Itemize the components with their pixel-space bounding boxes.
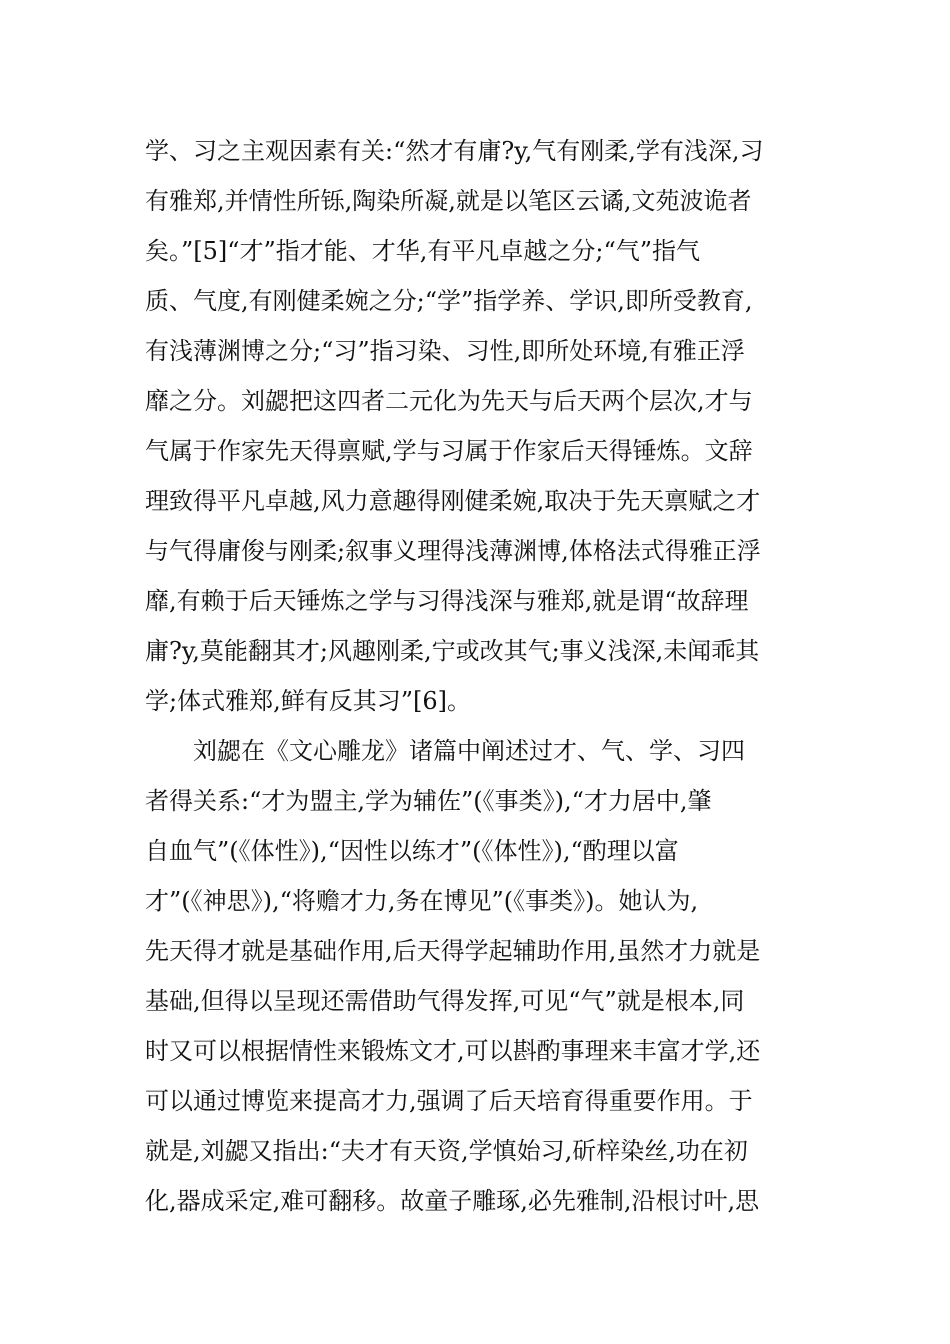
text-line: 自血气”(《体性》),“因性以练才”(《体性》),“酌理以富 bbox=[145, 837, 679, 865]
text-line: 者得关系:“才为盟主,学为辅佐”(《事类》),“才力居中,肇 bbox=[145, 787, 712, 815]
text-line: 时又可以根据情性来锻炼文才,可以斟酌事理来丰富才学,还 bbox=[145, 1037, 761, 1065]
text-line: 理致得平凡卓越,风力意趣得刚健柔婉,取决于先天禀赋之才 bbox=[145, 487, 761, 515]
text-line: 庸?y,莫能翻其才;风趣刚柔,宁或改其气;事义浅深,未闻乖其 bbox=[145, 637, 760, 665]
text-line: 可以通过博览来提高才力,强调了后天培育得重要作用。于 bbox=[145, 1087, 753, 1115]
text-line: 有浅薄渊博之分;“习”指习染、习性,即所处环境,有雅正浮 bbox=[145, 337, 745, 365]
text-line: 学;体式雅郑,鲜有反其习”[6]。 bbox=[145, 687, 471, 715]
text-line: 基础,但得以呈现还需借助气得发挥,可见“气”就是根本,同 bbox=[145, 987, 745, 1015]
text-line: 先天得才就是基础作用,后天得学起辅助作用,虽然才力就是 bbox=[145, 937, 761, 965]
text-line: 矣。”[5]“才”指才能、才华,有平凡卓越之分;“气”指气 bbox=[145, 237, 701, 265]
text-line: 靡,有赖于后天锤炼之学与习得浅深与雅郑,就是谓“故辞理 bbox=[145, 587, 749, 615]
text-line: 与气得庸俊与刚柔;叙事义理得浅薄渊博,体格法式得雅正浮 bbox=[145, 537, 761, 565]
text-line: 化,器成采定,难可翻移。故童子雕琢,必先雅制,沿根讨叶,思 bbox=[145, 1187, 760, 1215]
text-line: 靡之分。刘勰把这四者二元化为先天与后天两个层次,才与 bbox=[145, 387, 753, 415]
text-line: 刘勰在《文心雕龙》诸篇中阐述过才、气、学、习四 bbox=[193, 737, 745, 765]
paragraph bbox=[145, 726, 815, 1226]
text-line: 就是,刘勰又指出:“夫才有天资,学慎始习,斫梓染丝,功在初 bbox=[145, 1137, 748, 1165]
text-line: 学、习之主观因素有关:“然才有庸?y,气有刚柔,学有浅深,习 bbox=[145, 137, 764, 165]
body-text bbox=[145, 126, 815, 1226]
text-line: 气属于作家先天得禀赋,学与习属于作家后天得锤炼。文辞 bbox=[145, 437, 753, 465]
text-line: 才”(《神思》),“将赡才力,务在博见”(《事类》)。她认为, bbox=[145, 887, 699, 915]
paragraph bbox=[145, 126, 815, 726]
text-line: 有雅郑,并情性所铄,陶染所凝,就是以笔区云谲,文苑波诡者 bbox=[145, 187, 752, 215]
text-line: 质、气度,有刚健柔婉之分;“学”指学养、学识,即所受教育, bbox=[145, 287, 753, 315]
